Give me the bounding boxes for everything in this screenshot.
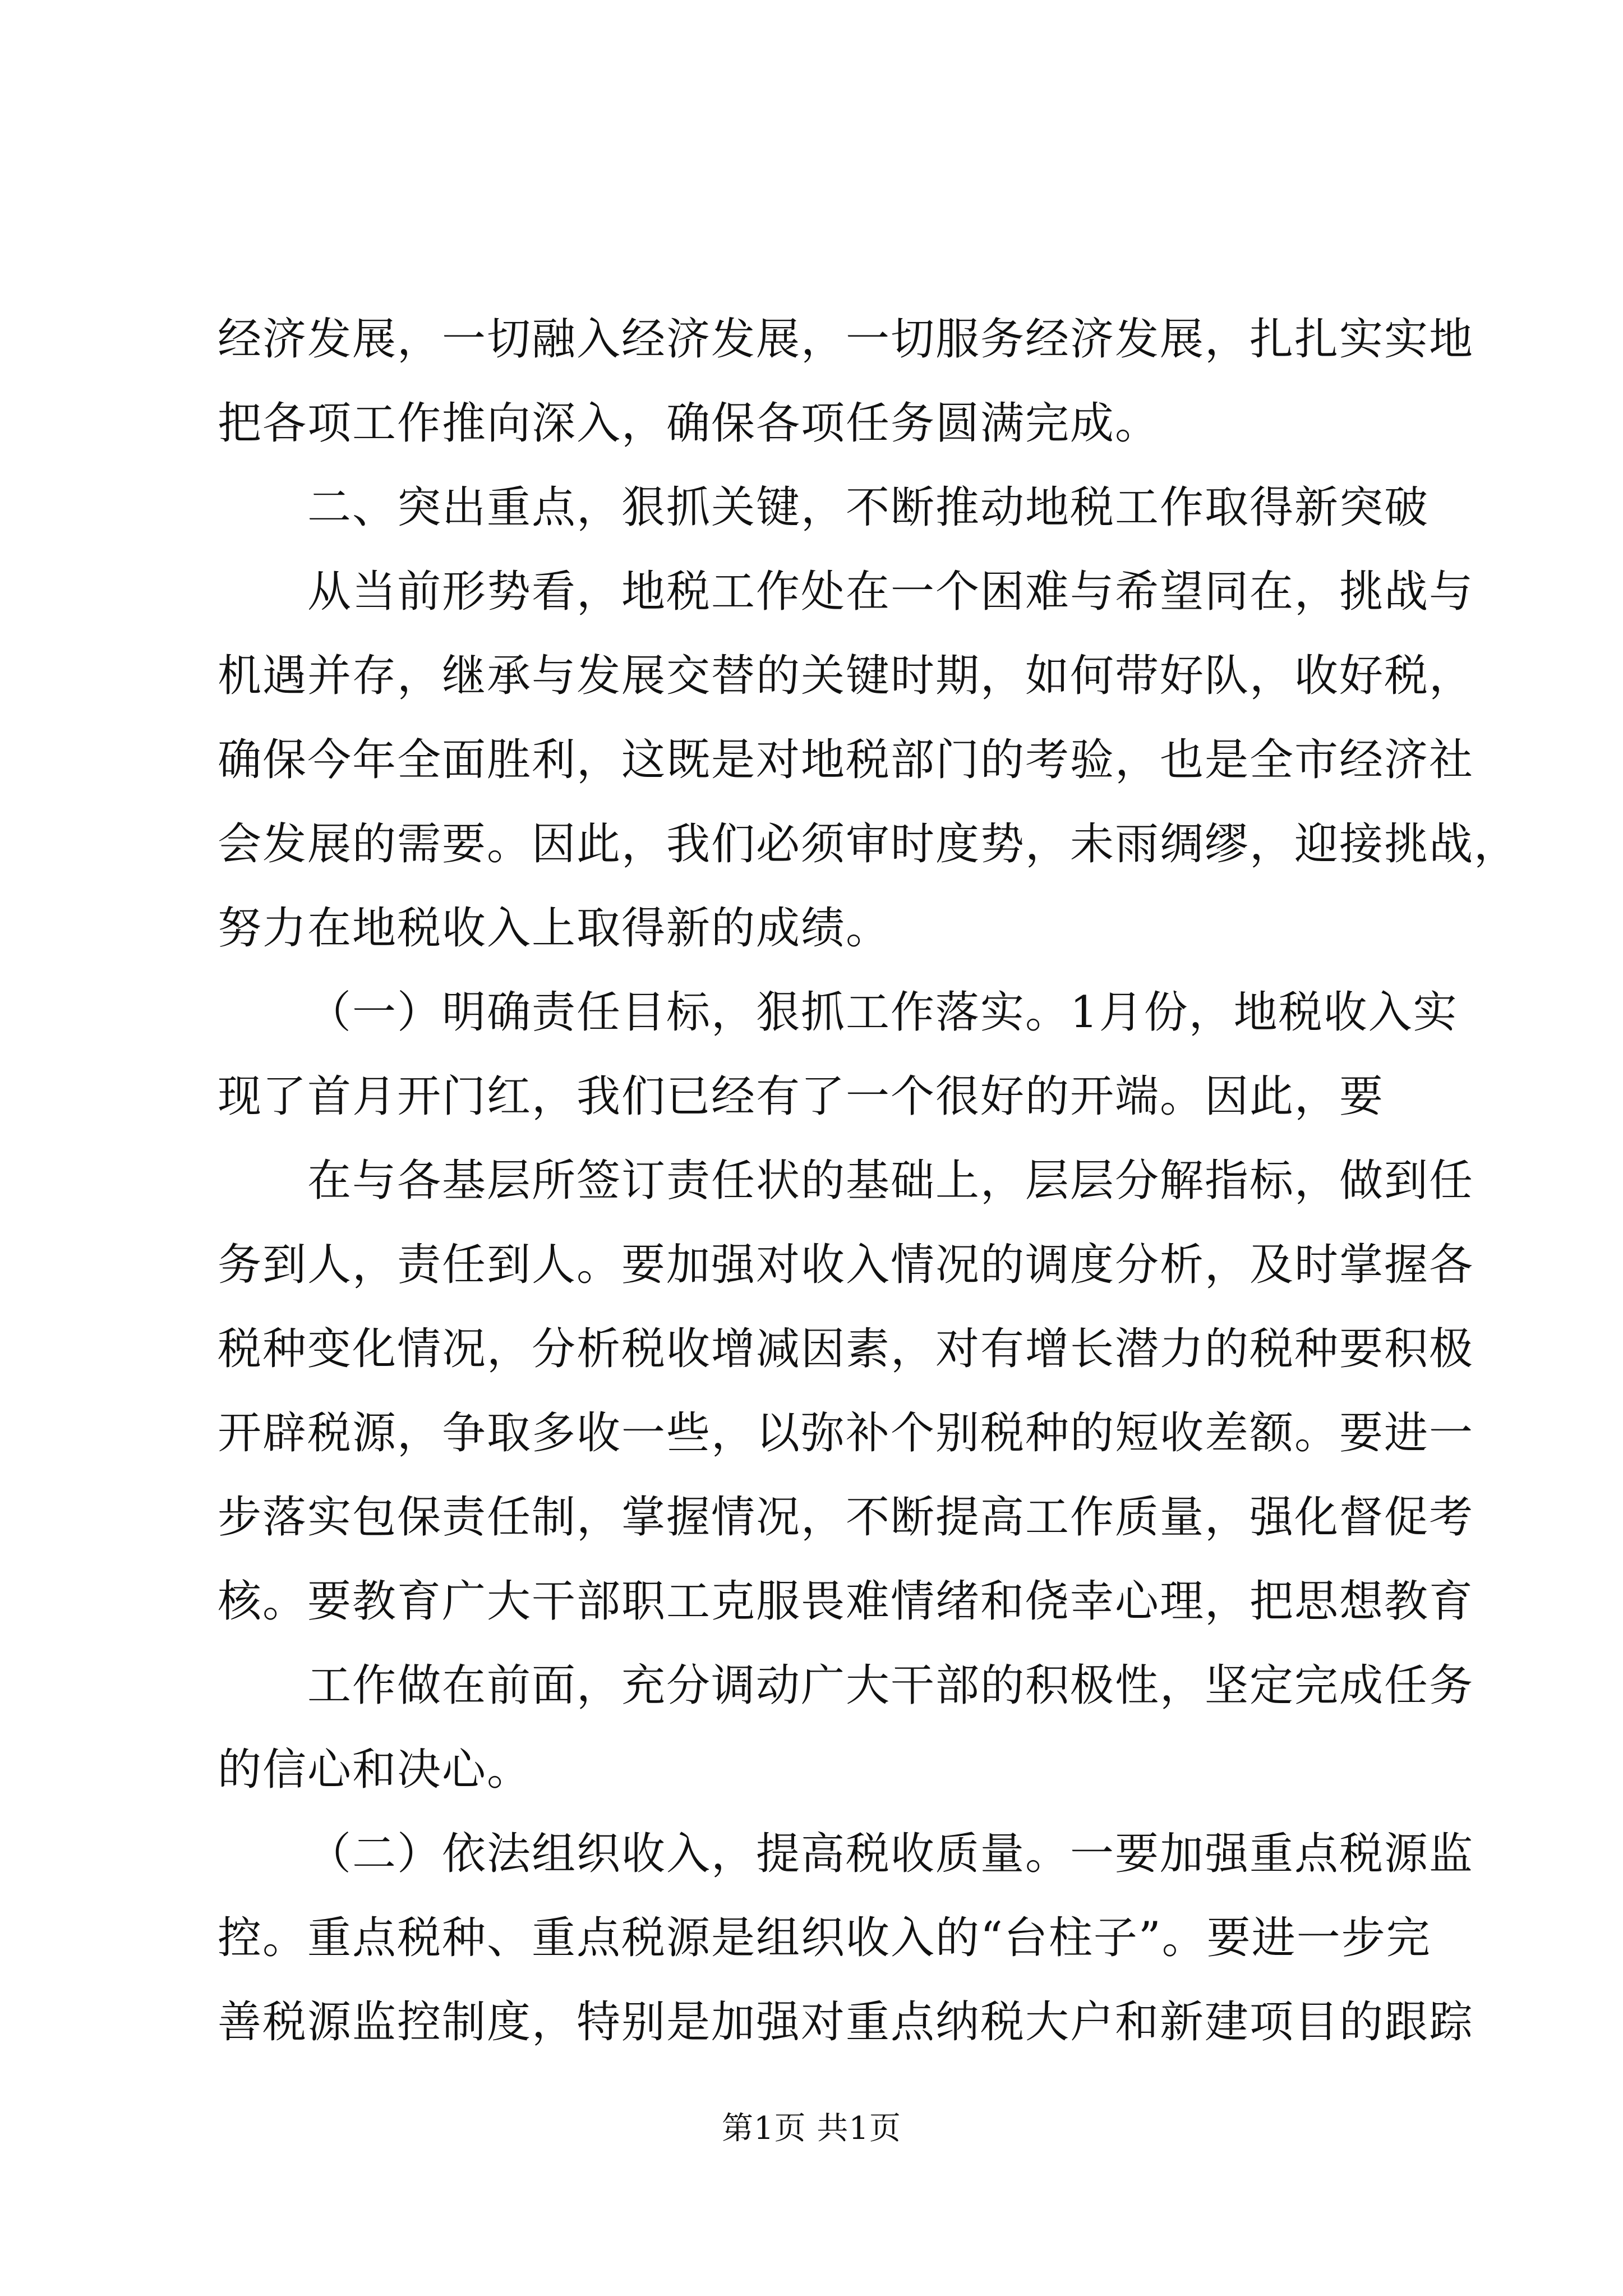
page-footer: 第1页 共1页 — [721, 2110, 902, 2147]
section-heading-2: 二、突出重点，狠抓关键，不断推动地税工作取得新突破 — [307, 482, 1430, 533]
body-line-10: 现了首月开门红，我们已经有了一个很好的开端。因此，要 — [218, 1071, 1385, 1122]
body-line-13: 税种变化情况，分析税收增减因素，对有增长潜力的税种要积极 — [218, 1324, 1474, 1374]
body-line-2: 把各项工作推向深入，确保各项任务圆满完成。 — [218, 398, 1160, 449]
body-line-15: 步落实包保责任制，掌握情况，不断提高工作质量，强化督促考 — [218, 1492, 1474, 1543]
body-line-1: 经济发展，一切融入经济发展，一切服务经济发展，扎扎实实地 — [218, 314, 1474, 365]
subsection-heading-2: （二）依法组织收入，提高税收质量。一要加强重点税源监 — [307, 1829, 1474, 1879]
body-line-20: 控。重点税种、重点税源是组织收入的“台柱子”。要进一步完 — [218, 1913, 1431, 1963]
body-line-4: 从当前形势看，地税工作处在一个困难与希望同在，挑战与 — [307, 567, 1474, 617]
body-line-6: 确保今年全面胜利，这既是对地税部门的考验，也是全市经济社 — [218, 735, 1474, 785]
body-line-11: 在与各基层所签订责任状的基础上，层层分解指标，做到任 — [307, 1156, 1474, 1206]
body-line-21: 善税源监控制度，特别是加强对重点纳税大户和新建项目的跟踪 — [218, 1997, 1474, 2047]
body-line-16: 核。要教育广大干部职工克服畏难情绪和侥幸心理，把思想教育 — [218, 1576, 1474, 1627]
subsection-heading-1: （一）明确责任目标，狠抓工作落实。1月份，地税收入实 — [307, 987, 1458, 1038]
body-line-14: 开辟税源，争取多收一些，以弥补个别税种的短收差额。要进一 — [218, 1408, 1474, 1458]
body-line-17: 工作做在前面，充分调动广大干部的积极性，坚定完成任务 — [307, 1660, 1474, 1711]
body-line-12: 务到人，责任到人。要加强对收入情况的调度分析，及时掌握各 — [218, 1240, 1474, 1290]
body-line-5: 机遇并存，继承与发展交替的关键时期，如何带好队，收好税， — [218, 651, 1474, 701]
body-line-7: 会发展的需要。因此，我们必须审时度势，未雨绸缪，迎接挑战， — [218, 819, 1519, 869]
body-line-18: 的信心和决心。 — [218, 1745, 532, 1795]
body-line-8: 努力在地税收入上取得新的成绩。 — [218, 903, 891, 954]
